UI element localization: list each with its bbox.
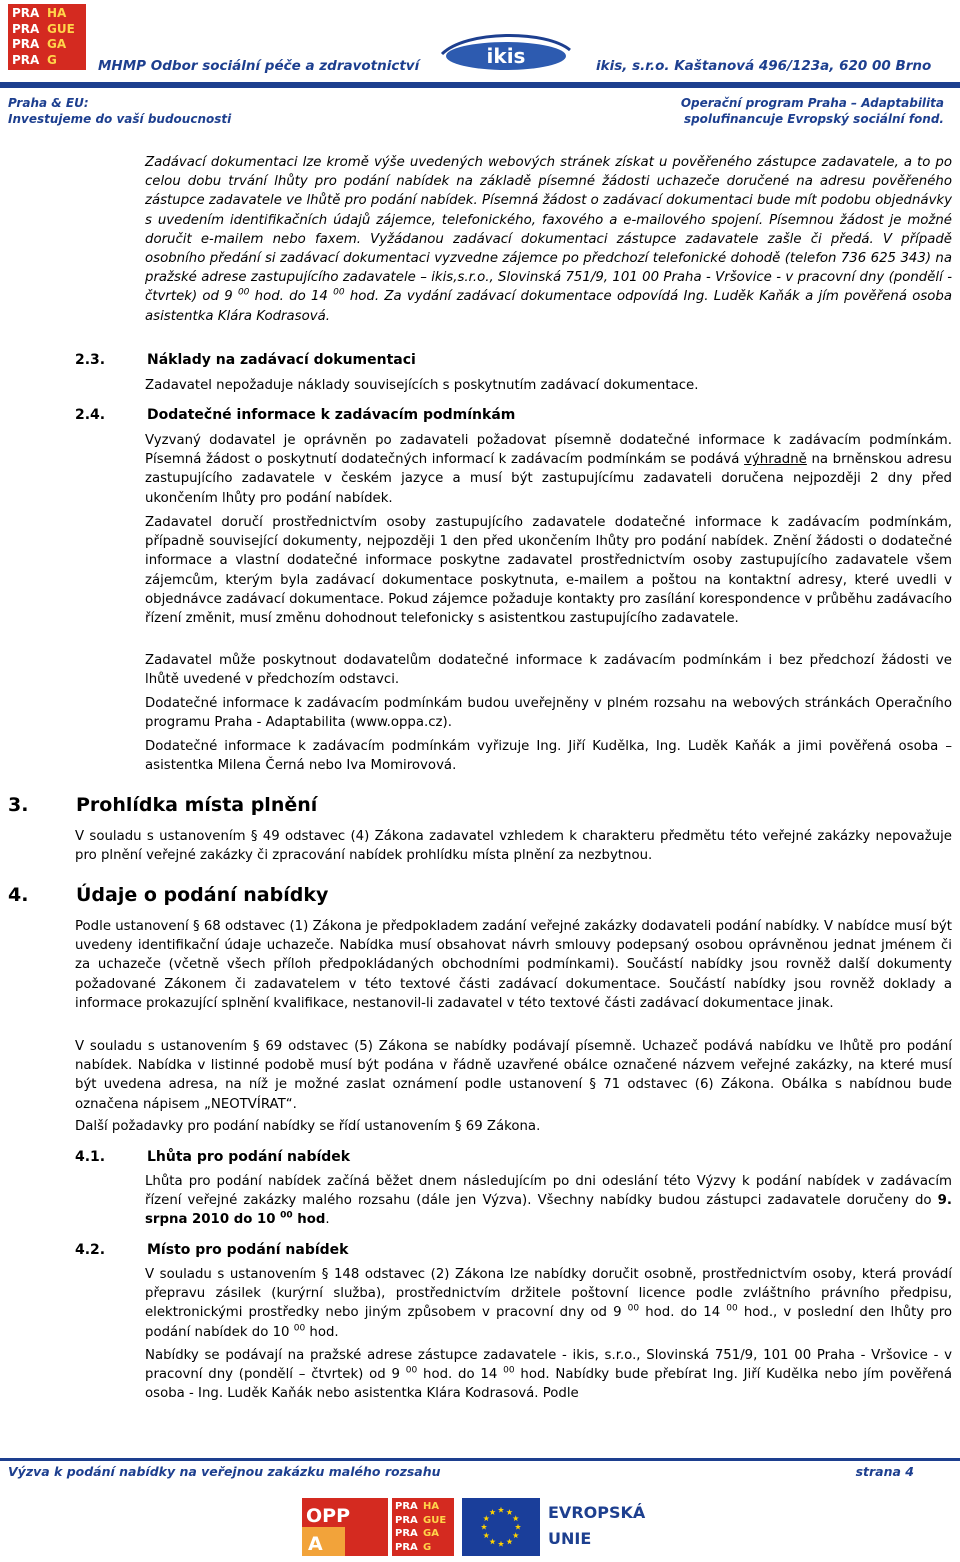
section-heading xyxy=(75,1241,348,1260)
praha-logo-cell: PRA xyxy=(12,52,40,67)
text-line: Zadávací dokumentaci lze kromě výše uvedených webových stránek získat u pověřeného zástupce xyxy=(145,155,817,170)
header-department: MHMP Odbor sociální péče a zdravotnictví xyxy=(98,58,420,74)
svg-text:A: A xyxy=(308,1533,323,1555)
praha-logo-cell: PRA xyxy=(12,37,40,51)
header-right-line2: spolufinancuje Evropský sociální fond. xyxy=(683,112,944,126)
section-2-4-p4: Dodatečné informace k zadávacím podmínkám budou uveřejněny v plném rozsahu na webových stránkách Operačního programu Praha - Adaptabilita (www.oppa.cz). xyxy=(145,696,952,731)
text-line: doručené na adresu pověřeného zástupce zadavatele ve lhůtě pro podání nabídek. Písemná žádost o xyxy=(145,174,952,209)
section-2-4-p3: Zadavatel může poskytnout dodavatelům dodatečné informace k zadávacím podmínkám i bez předchozí žádosti ve lhůtě uvedené v předchozím odstavci. xyxy=(145,653,952,688)
header-divider xyxy=(0,82,960,88)
chapter-number: 4. xyxy=(8,884,29,906)
oppa-logo xyxy=(302,1498,388,1556)
praha-logo xyxy=(8,4,86,70)
section-4-p2: V souladu s ustanovením § 69 odstavec (5) Zákona se nabídky podávají písemně. Uchazeč podává nabídku ve lhůtě pro podání nabídek. Nabídka v listinné podobě musí být podána v řádně uzavřené obálce označené názvem veřejné zakázky, na které musí být uvedena adresa, na níž je možné zaslat oznámení podle ustanovení § 71 odstavec (6) Zákona. Obálka s nabídnou bude označena nápisem „NEOTVÍRAT“. xyxy=(75,1039,952,1112)
section-4-p3: Další požadavky pro podání nabídky se řídí ustanovením § 69 Zákona. xyxy=(75,1119,541,1134)
section-title: Místo pro podání nabídek xyxy=(147,1242,349,1258)
section-heading xyxy=(75,1148,350,1167)
section-heading xyxy=(75,406,515,425)
section-number: 2.3. xyxy=(75,352,106,368)
page-header xyxy=(0,0,960,132)
section-4-2-p1: V souladu s ustanovením § 148 odstavec (2) Zákona lze nabídky doručit osobně, prostřednictvím osoby, která provádí přepravu zásilek (kurýrní služba), prostřednictvím držitele poštovní licence podle zvláštního právního předpisu, elektronickými prostředky nebo jiným způsobem v pracovní dny od 9 $^{00}$ hod. do 14 $^{00}$ hod., v poslední den lhůty pro podání nabídek do 10 $^{00}$ hod. xyxy=(145,1267,953,1340)
praha-logo-cell: PRA xyxy=(12,21,40,36)
section-title: Dodatečné informace k zadávacím podmínkám xyxy=(147,407,516,423)
section-number: 4.2. xyxy=(75,1242,106,1258)
superscript: 00 xyxy=(237,288,250,298)
praha-logo-cell: GUE xyxy=(47,21,75,36)
section-4-1-text: Lhůta pro podání nabídek začíná běžet dnem následujícím po dni odeslání této Výzvy k podání nabídek v zadávacím řízení veřejné zakázky malého rozsahu (dále jen Výzva). Všechny nabídky budou zástupci zadavatele doručeny do 9. srpna 2010 do 10 $^{00}$ hod. xyxy=(145,1174,952,1228)
section-title: Náklady na zadávací dokumentaci xyxy=(147,352,416,368)
section-2-4-p2: Zadavatel doručí prostřednictvím osoby zastupujícího zadavatele dodatečné informace k zadávacím podmínkám, případně související dokumenty, nejpozději 1 den před ukončením lhůty pro podání nabídek. Znění žádosti o dodatečné informace a vlastní dodatečné informace poskytne zadavatel prostřednictvím osoby zastupujícího zadavatele všem zájemcům, kterým byla zadávací dokumentace poskytnuta, e-mailem a poštou na kontaktní adresy, které uvedli v objednávce zadávací dokumentace. Pokud zájemce požaduje kontakty pro zasílání korespondence v průběhu zadávacího řízení změnit, musí změnu dohodnout telefonicky s asistentkou zastupujícího zadavatele. xyxy=(145,515,952,627)
section-number: 4.1. xyxy=(75,1149,106,1165)
section-2-3-text: Zadavatel nepožaduje náklady souvisejících s poskytnutím zadávací dokumentace. xyxy=(145,378,699,393)
eu-flag-icon xyxy=(462,1498,540,1556)
chapter-title: Prohlídka místa plnění xyxy=(76,794,318,816)
chapter-number: 3. xyxy=(8,794,29,816)
praha-footer-logo: PRA HA PRA GUE PRA GA PRA G xyxy=(392,1498,454,1556)
deadline-date: 9. srpna 2010 do 10 xyxy=(145,1193,952,1228)
text-line: zadávací dokumentaci bude mít podobu objednávky s uvedením identifikačních údajů zájemce, xyxy=(145,193,953,228)
text-line: faxem. Vyžádanou zadávací dokumentaci zástupce zadavatele zašle či předá. V případě osobního xyxy=(145,231,952,267)
text-line: telefonického, faxového a e-mailového spojení. Písemnou žádost je možné doručit e-mailem nebo xyxy=(145,212,952,247)
praha-logo-cell: G xyxy=(47,52,57,67)
text-line: zadavatele, a to po celou dobu trvání lhůty pro podání nabídek na základě písemné žádosti uchazeče xyxy=(145,155,952,190)
section-4-p1: Podle ustanovení § 68 odstavec (1) Zákona je předpokladem zadání veřejné zakázky dodavateli podání nabídky. V nabídce musí být uvedeny identifikační údaje uchazeče. Nabídka musí obsahovat návrh smlouvy podepsaný osobou oprávněnou jednat jménem či za uchazeče (včetně všech příloh předpokládaných obchodními podmínkami). Součástí nabídky jsou rovněž další dokumenty požadované Zákonem či zadavatelem v této textové části zadávací dokumentace. Součástí nabídky jsou rovněž doklady a informace prokazující splnění kvalifikace, nestanovil-li zadavatel v této textové části zadávací dokumentace jinak. xyxy=(75,919,952,1011)
praha-logo-cell: HA xyxy=(47,6,67,20)
header-left-line1: Praha & EU: xyxy=(8,96,89,110)
header-left-line2: Investujeme do vaší budoucnosti xyxy=(8,112,232,126)
eu-text-line2: UNIE xyxy=(548,1529,592,1548)
header-right-line1: Operační program Praha – Adaptabilita xyxy=(680,96,944,110)
praha-logo-cell: PRA xyxy=(12,6,40,20)
chapter-heading xyxy=(8,793,317,817)
ikis-logo xyxy=(436,28,576,72)
text-line: - v pracovní dny (pondělí - čtvrtek) od 9 $^{00}$ hod. do 14 $^{00}$ hod. Za vydání zadávací dokumentace xyxy=(145,270,952,305)
svg-text:OPP: OPP xyxy=(306,1505,351,1527)
section-title: Lhůta pro podání nabídek xyxy=(147,1149,351,1165)
section-number: 2.4. xyxy=(75,407,106,423)
page-number: strana 4 xyxy=(855,1464,914,1479)
section-3-text: V souladu s ustanovením § 49 odstavec (4) Zákona zadavatel vzhledem k charakteru předmětu této veřejné zakázky nepovažuje pro plnění veřejné zakázky či zpracování nabídek prohlídku místa plnění za nezbytnou. xyxy=(75,829,952,864)
footer-title: Výzva k podání nabídky na veřejnou zakázku malého rozsahu xyxy=(8,1464,441,1479)
superscript: 00 xyxy=(333,288,345,298)
text-line: předání si zadávací dokumentaci vyzvedne zájemce po předchozí telefonické dohodě (telefon 736 625 xyxy=(209,251,897,267)
chapter-title: Údaje o podání nabídky xyxy=(76,884,329,906)
footer-divider xyxy=(0,1458,960,1461)
svg-text:ikis: ikis xyxy=(486,44,526,68)
text-line: 343) na pražské adrese zastupujícího zadavatele – ikis,s.r.o., Slovinská 751/9, 101 00 Praha - Vršovice xyxy=(145,251,953,286)
eu-text-line1: EVROPSKÁ xyxy=(548,1503,646,1522)
section-2-4-p5: Dodatečné informace k zadávacím podmínkám vyřizuje Ing. Jiří Kudělka, Ing. Luděk Kaňák a jimi pověřená osoba – asistentka Milena Černá nebo Iva Momirovová. xyxy=(145,739,952,774)
chapter-heading xyxy=(8,883,328,907)
section-heading xyxy=(75,351,416,370)
section-4-2-p2: Nabídky se podávají na pražské adrese zástupce zadavatele - ikis, s.r.o., Slovinská 751/9, 101 00 Praha - Vršovice - v pracovní dny (pondělí – čtvrtek) od 9 $^{00}$ hod. do 14 $^{00}$ hod. Nabídky bude přebírat Ing. Jiří Kudělka nebo jím pověřená osoba - Ing. Luděk Kaňák nebo asistentka Klára Kodrasová. Podle xyxy=(145,1348,953,1402)
text-line: odpovídá Ing. Luděk Kaňák a jím pověřená osoba asistentka Klára Kodrasová. xyxy=(145,289,953,324)
praha-logo-cell: GA xyxy=(47,37,67,51)
section-2-4-p1: Vyzvaný dodavatel je oprávněn po zadavateli požadovat písemně dodatečné informace k zadávacím podmínkám. Písemná žádost o poskytnutí dodatečných informací k zadávacím podmínkám se podává výhradně na brněnskou adresu zastupujícího zadavatele v českém jazyce a musí být zastupujícímu zadavateli doručena nejpozději 2 dny před ukončením lhůty pro podání nabídek. xyxy=(145,433,952,506)
intro-paragraph xyxy=(145,153,952,326)
header-company: ikis, s.r.o. Kaštanová 496/123a, 620 00 Brno xyxy=(596,58,932,74)
emphasis-underline: výhradně xyxy=(744,452,807,468)
